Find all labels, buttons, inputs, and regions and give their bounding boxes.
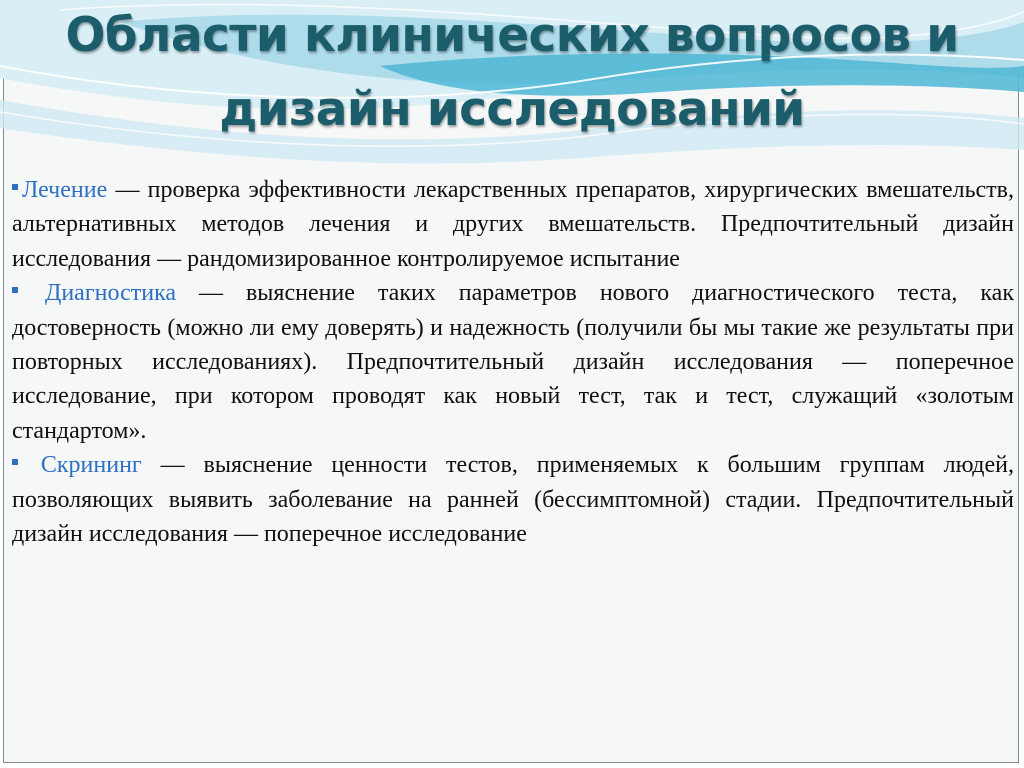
list-item-diagnostics (12, 276, 1014, 448)
list-item-treatment (12, 173, 1014, 276)
slide-title (20, 0, 1004, 144)
list-item-screening (12, 448, 1014, 551)
term-screening: Скрининг (40, 452, 142, 479)
bullet-list (12, 173, 1014, 551)
item-text-diagnostics: — выяснение таких параметров нового диагностического теста, как достоверность (можно ли ему доверять) и надежность (получили бы мы такие же результаты при повторных исследованиях). Предпочтительный дизайн исследования — поперечное исследование, при котором проводят как новый тест, так и тест, служащий «золотым стандартом». (12, 280, 1014, 444)
term-treatment: Лечение (22, 177, 108, 203)
title-line-2: дизайн исследований (219, 82, 805, 137)
item-text-screening: — выяснение ценности тестов, применяемых к большим группам людей, позволяющих выявить заболевание на ранней (бессимптомной) стадии. Предпочтительный дизайн исследования — поперечное исследование (12, 452, 1014, 548)
bullet-square-icon (12, 459, 18, 465)
title-line-1: Области клинических вопросов и (65, 8, 959, 63)
item-text-treatment: — проверка эффективности лекарственных препаратов, хирургических вмешательств, альтернативных методов лечения и других вмешательств. Предпочтительный дизайн исследования — рандомизированное контролируемое испытание (12, 177, 1014, 272)
term-diagnostics: Диагностика (44, 280, 177, 307)
bullet-square-icon (12, 287, 18, 293)
bullet-square-icon (12, 184, 18, 190)
